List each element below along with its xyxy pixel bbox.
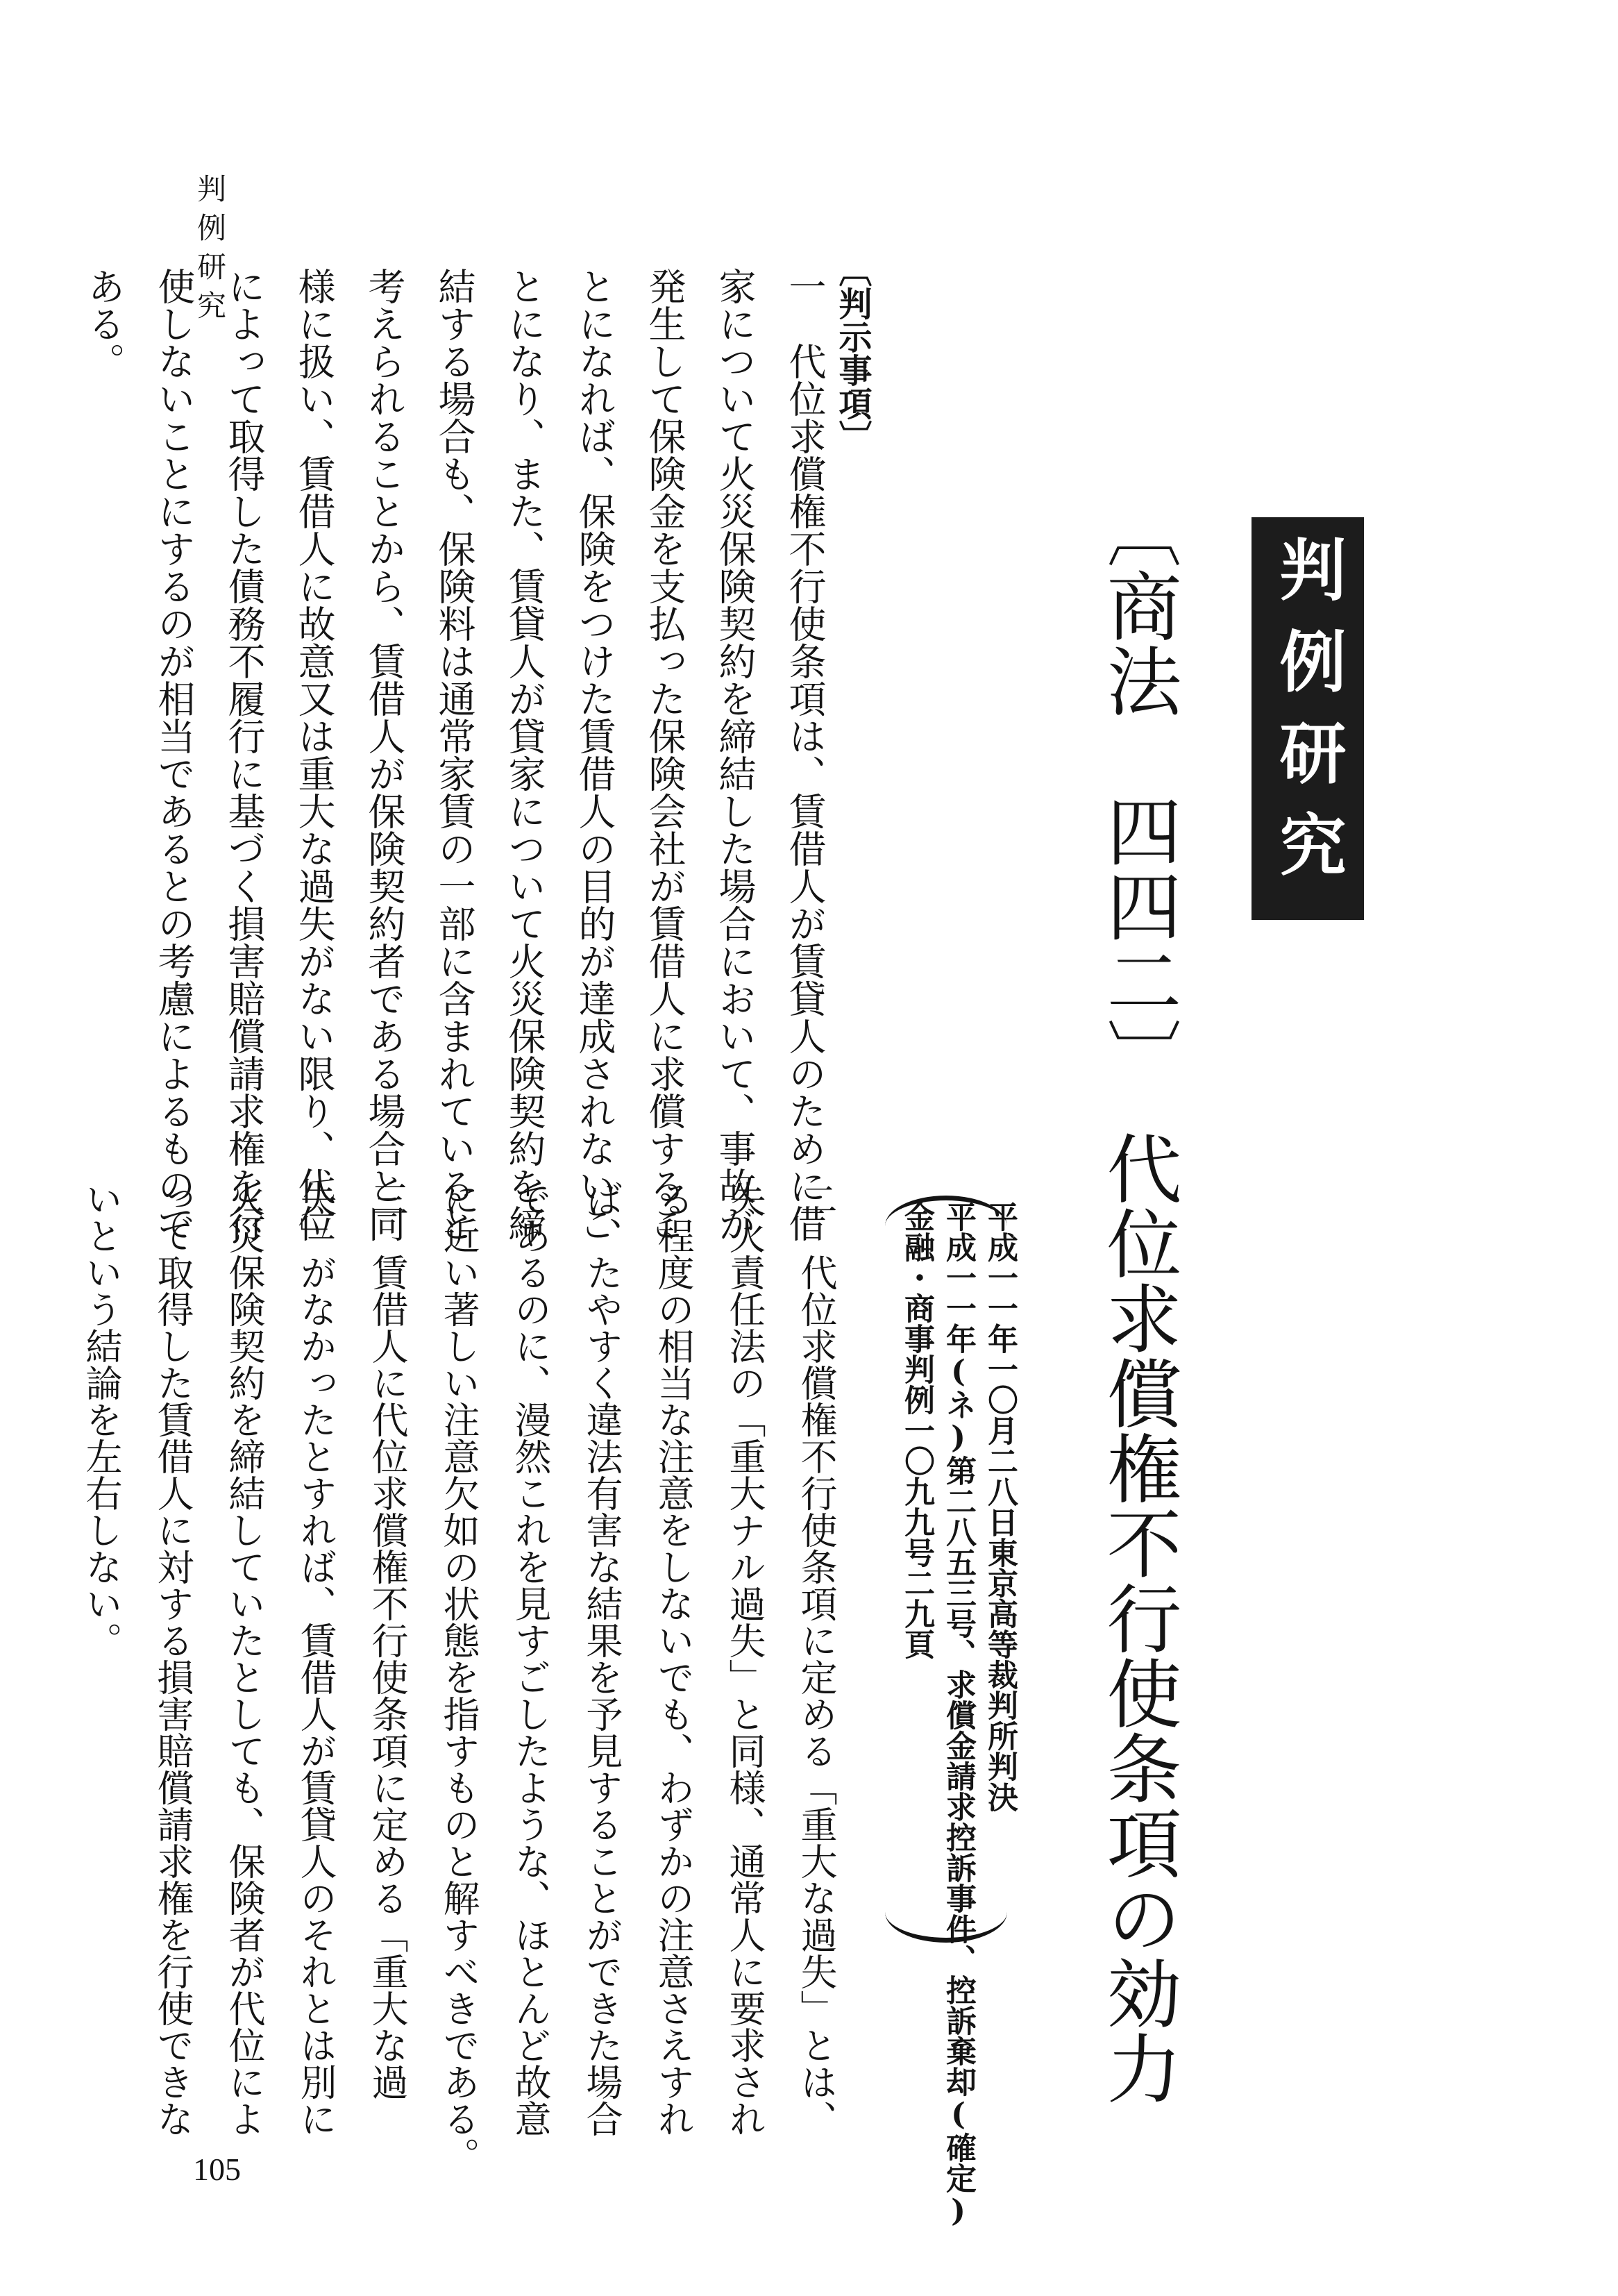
text-line: 失」がなかったとすれば、賃借人が賃貸人のそれとは別に bbox=[294, 1180, 337, 2137]
text-line: 結する場合も、保険料は通常家賃の一部に含まれていると bbox=[432, 267, 476, 1242]
text-line: って取得した賃借人に対する損害賠償請求権を行使できな bbox=[151, 1180, 194, 2137]
text-line: であるのに、漫然これを見すごしたような、ほとんど故意 bbox=[509, 1180, 551, 2137]
text-line: ば、たやすく違法有害な結果を予見することができた場合 bbox=[580, 1180, 623, 2137]
text-line: とになれば、保険をつけた賃借人の目的が達成されないこ bbox=[573, 267, 616, 1242]
holding-paragraph-one bbox=[82, 267, 840, 1242]
text-line: とになり、また、賃貸人が貸家について火災保険契約を締 bbox=[503, 267, 546, 1242]
text-line: 火災保険契約を締結していたとしても、保険者が代位によ bbox=[223, 1180, 265, 2137]
case-title: 〔商法 四四二〕 代位求償権不行使条項の効力 bbox=[1094, 493, 1181, 2105]
text-line: に近い著しい注意欠如の状態を指すものと解すべきである。 bbox=[437, 1180, 480, 2174]
holdings-label: 〔判示事項〕 bbox=[833, 253, 872, 453]
text-line: 一 代位求償権不行使条項は、賃借人が賃貸人のために借 bbox=[783, 267, 827, 1242]
text-line: いという結論を左右しない。 bbox=[80, 1180, 122, 1659]
running-header: 判例研究 bbox=[193, 174, 227, 329]
text-line: 三 賃借人に代位求償権不行使条項に定める「重大な過 bbox=[366, 1180, 408, 2100]
text-line: 失火責任法の「重大ナル過失」と同様、通常人に要求され bbox=[723, 1180, 766, 2137]
text-line: 発生して保険金を支払った保険会社が賃借人に求償するこ bbox=[643, 267, 686, 1242]
citation-line: 平成一一年一〇月二八日東京高等裁判所判決 bbox=[982, 1201, 1018, 1812]
citation-line: 金融・商事判例一〇九九号二九頁 bbox=[899, 1201, 934, 1659]
text-line: 家について火災保険契約を締結した場合において、事故が bbox=[713, 267, 757, 1242]
text-line: 使しないことにするのが相当であるとの考慮によるもので bbox=[152, 267, 196, 1242]
section-badge: 判例研究 bbox=[1252, 517, 1364, 920]
text-line: 様に扱い、賃借人に故意又は重大な過失がない限り、代位 bbox=[292, 267, 336, 1242]
text-line: 二 代位求償権不行使条項に定める「重大な過失」とは、 bbox=[795, 1180, 837, 2137]
text-line: によって取得した債務不履行に基づく損害賠償請求権を行 bbox=[222, 267, 266, 1242]
page-number: 105 bbox=[193, 2152, 241, 2187]
text-line: ある。 bbox=[82, 267, 126, 380]
text-line: る程度の相当な注意をしないでも、わずかの注意さえすれ bbox=[652, 1180, 694, 2137]
text-line: 考えられることから、賃借人が保険契約者である場合と同 bbox=[362, 267, 406, 1242]
citation-line: 平成一一年(ネ)第二八五三号、求償金請求控訴事件、控訴棄却(確定) bbox=[941, 1201, 976, 2229]
case-citation bbox=[895, 1201, 1020, 2229]
